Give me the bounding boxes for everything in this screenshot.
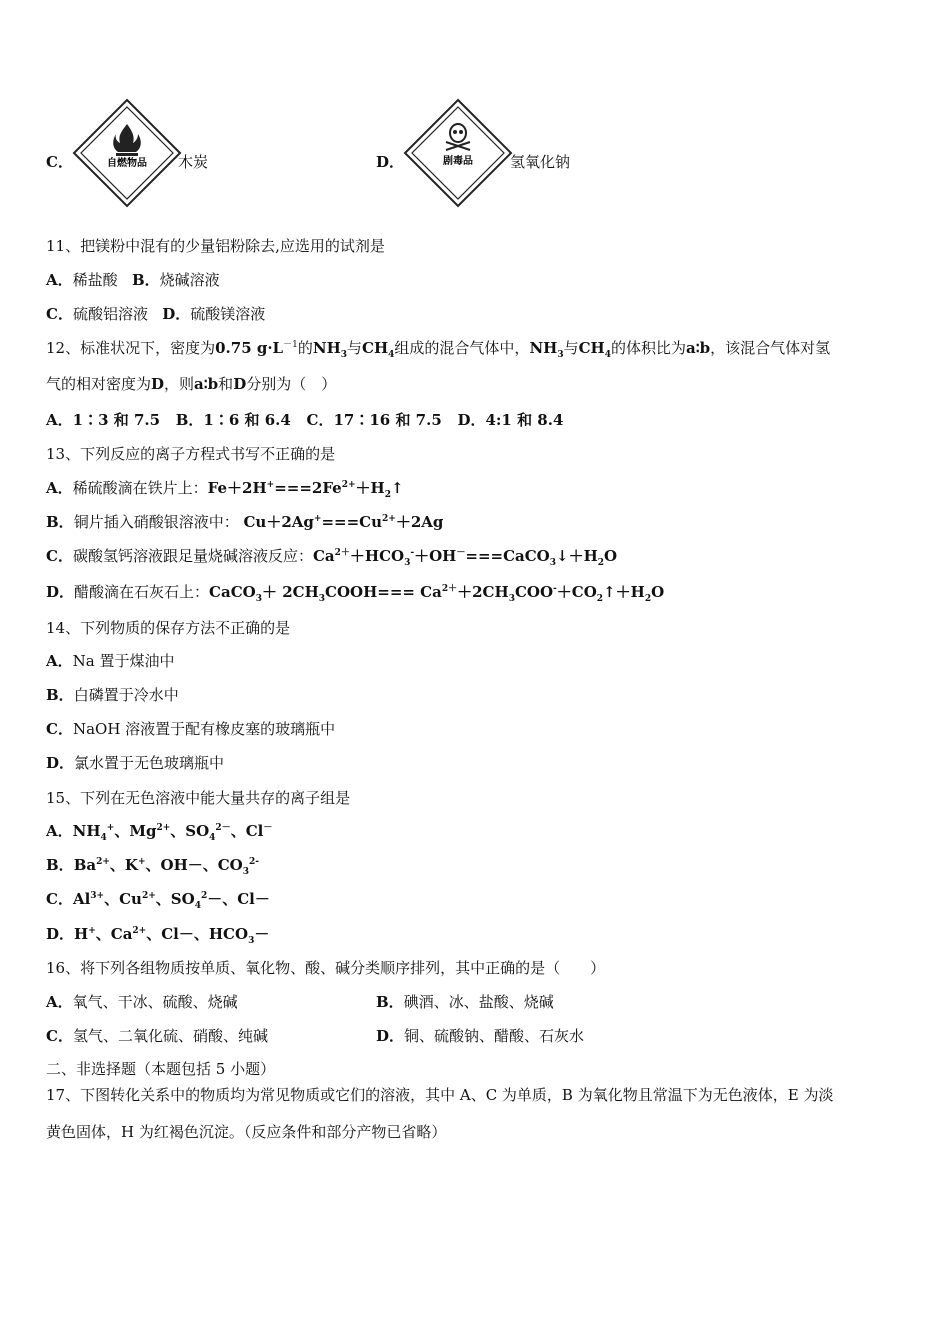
section-title-nonchoice: 二、非选择题（本题包括 5 小题）	[46, 1060, 276, 1078]
q11-options-ab: A．稀盐酸 B．烧碱溶液	[46, 271, 220, 289]
skull-icon	[403, 98, 513, 208]
q12-stem-line2: 气的相对密度为D，则a∶b和D分别为（ ）	[46, 375, 337, 393]
q15-stem: 15、下列在无色溶液中能大量共存的离子组是	[46, 789, 351, 807]
q13-option-d: D．醋酸滴在石灰石上：CaCO$_3$＋ $2CH_3COOH===$ $Ca^{2+}+2CH_3COO^-+CO_2↑+H_2O$	[46, 583, 665, 604]
q16-option-b: B．碘酒、冰、盐酸、烧碱	[376, 993, 554, 1011]
q12-stem-line1: 12、标准状况下，密度为0.75 $g\cdot L^{-1}$的$NH_3$与$CH_4$组成的混合气体中，$NH_3$与$CH_4$的体积比为a∶b，该混合气体对氢	[46, 339, 831, 360]
q10-option-d-label: D．	[376, 153, 405, 171]
q14-option-a: A．Na 置于煤油中	[46, 652, 175, 670]
q15-option-b: B．$Ba^{2+}$、K+、OH－、$CO_3^{2-}$	[46, 856, 260, 877]
q14-option-d: D．氯水置于无色玻璃瓶中	[46, 754, 225, 772]
q17-line1: 17、下图转化关系中的物质均为常见物质或它们的溶液，其中 A、C 为单质，B 为氧化物且常温下为无色液体，E 为淡	[46, 1086, 834, 1104]
q15-option-a: A．$NH_4^+$、$Mg^{2+}$、$SO_4^{2-}$、Cl－	[46, 822, 273, 843]
q10-option-c-label: C．	[46, 153, 73, 171]
q16-option-c: C．氢气、二氧化硫、硝酸、纯碱	[46, 1027, 268, 1045]
q14-stem: 14、下列物质的保存方法不正确的是	[46, 619, 291, 637]
q13-option-b: B．铜片插入硝酸银溶液中： $Cu+2Ag^+===Cu^{2+}+2Ag$	[46, 513, 444, 531]
sign-label-toxic: 剧毒品	[443, 156, 473, 167]
q15-option-d: D．H+、$Ca^{2+}$、Cl－、$HCO_3-$	[46, 925, 270, 946]
q17-line2: 黄色固体，H 为红褐色沉淀。（反应条件和部分产物已省略）	[46, 1123, 447, 1141]
q11-stem: 11、把镁粉中混有的少量铝粉除去,应选用的试剂是	[46, 237, 385, 255]
q16-option-a: A．氧气、干冰、硫酸、烧碱	[46, 993, 238, 1011]
sign-label-flammable: 自燃物品	[107, 158, 147, 169]
q16-option-d: D．铜、硫酸钠、醋酸、石灰水	[376, 1027, 585, 1045]
q10-option-d-text: 氢氧化钠	[510, 153, 571, 171]
q13-stem: 13、下列反应的离子方程式书写不正确的是	[46, 445, 336, 463]
flame-icon	[72, 98, 182, 208]
q15-option-c: C．$Al^{3+}$、$Cu^{2+}$、$SO_4^2-$、Cl－	[46, 890, 270, 911]
toxic-hazard-sign	[403, 98, 513, 208]
q14-option-c: C．NaOH 溶液置于配有橡皮塞的玻璃瓶中	[46, 720, 336, 738]
q13-option-a: A．稀硫酸滴在铁片上：$Fe+2H^+===2Fe^{2+}+H_2↑$	[46, 479, 404, 500]
q11-options-cd: C．硫酸铝溶液 D．硫酸镁溶液	[46, 305, 266, 323]
q10-option-c-text: 木炭	[178, 153, 209, 171]
q14-option-b: B．白磷置于冷水中	[46, 686, 179, 704]
q13-option-c: C．碳酸氢钙溶液跟足量烧碱溶液反应：$Ca^{2+}+HCO_3^-+OH^-===CaCO_3↓+H_2O$	[46, 547, 618, 568]
flammable-hazard-sign	[72, 98, 182, 208]
q12-options: A．1∶3 和 7.5 B．1∶6 和 6.4 C．17∶16 和 7.5 D．4:1 和 8.4	[46, 411, 564, 429]
q16-stem: 16、将下列各组物质按单质、氧化物、酸、碱分类顺序排列，其中正确的是（ ）	[46, 959, 606, 977]
